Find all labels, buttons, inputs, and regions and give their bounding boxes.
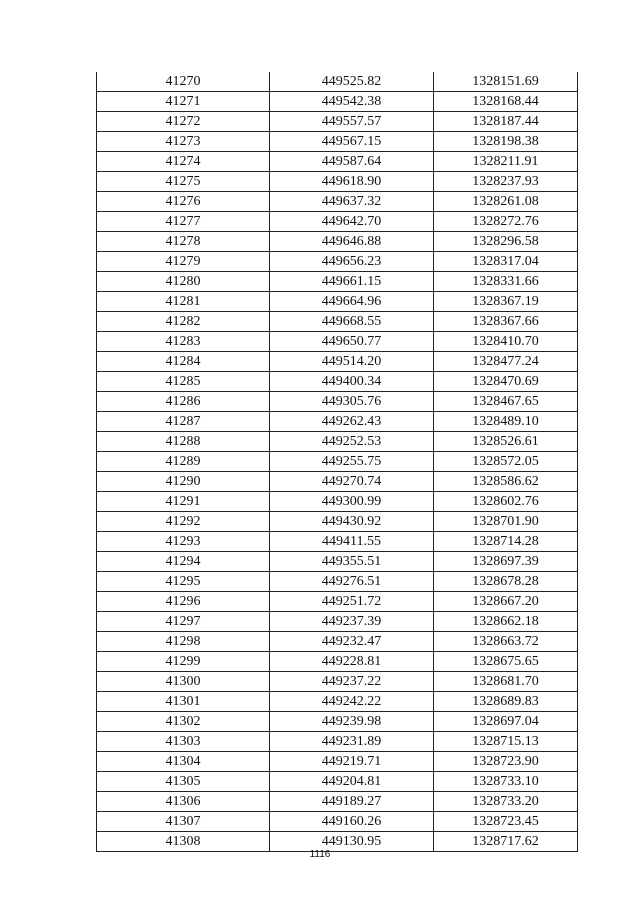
x-coordinate-cell: 449189.27	[270, 792, 434, 812]
x-coordinate-cell: 449204.81	[270, 772, 434, 792]
point-id-cell: 41306	[97, 792, 270, 812]
point-id-cell: 41288	[97, 432, 270, 452]
y-coordinate-cell: 1328572.05	[434, 452, 578, 472]
table-row	[97, 132, 578, 152]
table-row	[97, 412, 578, 432]
table-row	[97, 112, 578, 132]
point-id-cell: 41294	[97, 552, 270, 572]
point-id-cell: 41290	[97, 472, 270, 492]
y-coordinate-cell: 1328470.69	[434, 372, 578, 392]
point-id-cell: 41307	[97, 812, 270, 832]
y-coordinate-cell: 1328272.76	[434, 212, 578, 232]
x-coordinate-cell: 449525.82	[270, 72, 434, 92]
table-row	[97, 672, 578, 692]
point-id-cell: 41280	[97, 272, 270, 292]
y-coordinate-cell: 1328723.90	[434, 752, 578, 772]
x-coordinate-cell: 449355.51	[270, 552, 434, 572]
x-coordinate-cell: 449642.70	[270, 212, 434, 232]
y-coordinate-cell: 1328717.62	[434, 832, 578, 852]
table-row	[97, 272, 578, 292]
table-row	[97, 452, 578, 472]
y-coordinate-cell: 1328410.70	[434, 332, 578, 352]
table-row	[97, 172, 578, 192]
y-coordinate-cell: 1328526.61	[434, 432, 578, 452]
point-id-cell: 41282	[97, 312, 270, 332]
y-coordinate-cell: 1328489.10	[434, 412, 578, 432]
x-coordinate-cell: 449668.55	[270, 312, 434, 332]
x-coordinate-cell: 449231.89	[270, 732, 434, 752]
table-row	[97, 552, 578, 572]
x-coordinate-cell: 449661.15	[270, 272, 434, 292]
y-coordinate-cell: 1328296.58	[434, 232, 578, 252]
y-coordinate-cell: 1328367.66	[434, 312, 578, 332]
table-row	[97, 92, 578, 112]
x-coordinate-cell: 449228.81	[270, 652, 434, 672]
table-row	[97, 572, 578, 592]
y-coordinate-cell: 1328586.62	[434, 472, 578, 492]
x-coordinate-cell: 449430.92	[270, 512, 434, 532]
y-coordinate-cell: 1328697.39	[434, 552, 578, 572]
table-row	[97, 512, 578, 532]
y-coordinate-cell: 1328667.20	[434, 592, 578, 612]
page-number: 1116	[309, 849, 331, 860]
y-coordinate-cell: 1328715.13	[434, 732, 578, 752]
point-id-cell: 41289	[97, 452, 270, 472]
coordinate-table	[96, 72, 578, 852]
point-id-cell: 41299	[97, 652, 270, 672]
x-coordinate-cell: 449239.98	[270, 712, 434, 732]
point-id-cell: 41287	[97, 412, 270, 432]
y-coordinate-cell: 1328689.83	[434, 692, 578, 712]
point-id-cell: 41277	[97, 212, 270, 232]
table-row	[97, 192, 578, 212]
table-row	[97, 392, 578, 412]
x-coordinate-cell: 449587.64	[270, 152, 434, 172]
table-row	[97, 812, 578, 832]
x-coordinate-cell: 449237.39	[270, 612, 434, 632]
table-row	[97, 232, 578, 252]
x-coordinate-cell: 449237.22	[270, 672, 434, 692]
y-coordinate-cell: 1328467.65	[434, 392, 578, 412]
point-id-cell: 41296	[97, 592, 270, 612]
point-id-cell: 41291	[97, 492, 270, 512]
x-coordinate-cell: 449270.74	[270, 472, 434, 492]
x-coordinate-cell: 449411.55	[270, 532, 434, 552]
table-row	[97, 472, 578, 492]
y-coordinate-cell: 1328723.45	[434, 812, 578, 832]
table-row	[97, 752, 578, 772]
x-coordinate-cell: 449130.95	[270, 832, 434, 852]
table-row	[97, 312, 578, 332]
table-row	[97, 352, 578, 372]
x-coordinate-cell: 449646.88	[270, 232, 434, 252]
point-id-cell: 41275	[97, 172, 270, 192]
y-coordinate-cell: 1328331.66	[434, 272, 578, 292]
y-coordinate-cell: 1328211.91	[434, 152, 578, 172]
point-id-cell: 41305	[97, 772, 270, 792]
x-coordinate-cell: 449232.47	[270, 632, 434, 652]
y-coordinate-cell: 1328697.04	[434, 712, 578, 732]
y-coordinate-cell: 1328187.44	[434, 112, 578, 132]
y-coordinate-cell: 1328261.08	[434, 192, 578, 212]
point-id-cell: 41284	[97, 352, 270, 372]
point-id-cell: 41300	[97, 672, 270, 692]
y-coordinate-cell: 1328733.10	[434, 772, 578, 792]
table-row	[97, 292, 578, 312]
y-coordinate-cell: 1328675.65	[434, 652, 578, 672]
table-row	[97, 152, 578, 172]
point-id-cell: 41281	[97, 292, 270, 312]
table-row	[97, 632, 578, 652]
point-id-cell: 41279	[97, 252, 270, 272]
x-coordinate-cell: 449300.99	[270, 492, 434, 512]
x-coordinate-cell: 449650.77	[270, 332, 434, 352]
x-coordinate-cell: 449255.75	[270, 452, 434, 472]
coordinate-table-body	[97, 72, 578, 852]
point-id-cell: 41272	[97, 112, 270, 132]
point-id-cell: 41304	[97, 752, 270, 772]
point-id-cell: 41283	[97, 332, 270, 352]
point-id-cell: 41293	[97, 532, 270, 552]
x-coordinate-cell: 449262.43	[270, 412, 434, 432]
y-coordinate-cell: 1328733.20	[434, 792, 578, 812]
x-coordinate-cell: 449252.53	[270, 432, 434, 452]
x-coordinate-cell: 449400.34	[270, 372, 434, 392]
point-id-cell: 41276	[97, 192, 270, 212]
table-row	[97, 332, 578, 352]
table-row	[97, 732, 578, 752]
y-coordinate-cell: 1328198.38	[434, 132, 578, 152]
y-coordinate-cell: 1328701.90	[434, 512, 578, 532]
x-coordinate-cell: 449557.57	[270, 112, 434, 132]
table-row	[97, 252, 578, 272]
y-coordinate-cell: 1328662.18	[434, 612, 578, 632]
point-id-cell: 41295	[97, 572, 270, 592]
table-row	[97, 72, 578, 92]
y-coordinate-cell: 1328714.28	[434, 532, 578, 552]
table-row	[97, 592, 578, 612]
x-coordinate-cell: 449637.32	[270, 192, 434, 212]
y-coordinate-cell: 1328678.28	[434, 572, 578, 592]
table-row	[97, 432, 578, 452]
x-coordinate-cell: 449219.71	[270, 752, 434, 772]
point-id-cell: 41285	[97, 372, 270, 392]
x-coordinate-cell: 449276.51	[270, 572, 434, 592]
y-coordinate-cell: 1328663.72	[434, 632, 578, 652]
point-id-cell: 41286	[97, 392, 270, 412]
x-coordinate-cell: 449656.23	[270, 252, 434, 272]
point-id-cell: 41303	[97, 732, 270, 752]
point-id-cell: 41270	[97, 72, 270, 92]
point-id-cell: 41301	[97, 692, 270, 712]
table-row	[97, 372, 578, 392]
table-row	[97, 532, 578, 552]
point-id-cell: 41308	[97, 832, 270, 852]
table-row	[97, 712, 578, 732]
x-coordinate-cell: 449664.96	[270, 292, 434, 312]
point-id-cell: 41278	[97, 232, 270, 252]
table-row	[97, 652, 578, 672]
point-id-cell: 41302	[97, 712, 270, 732]
point-id-cell: 41297	[97, 612, 270, 632]
table-row	[97, 772, 578, 792]
x-coordinate-cell: 449514.20	[270, 352, 434, 372]
y-coordinate-cell: 1328681.70	[434, 672, 578, 692]
y-coordinate-cell: 1328317.04	[434, 252, 578, 272]
y-coordinate-cell: 1328151.69	[434, 72, 578, 92]
y-coordinate-cell: 1328477.24	[434, 352, 578, 372]
table-row	[97, 692, 578, 712]
x-coordinate-cell: 449618.90	[270, 172, 434, 192]
x-coordinate-cell: 449567.15	[270, 132, 434, 152]
x-coordinate-cell: 449305.76	[270, 392, 434, 412]
point-id-cell: 41298	[97, 632, 270, 652]
x-coordinate-cell: 449242.22	[270, 692, 434, 712]
x-coordinate-cell: 449251.72	[270, 592, 434, 612]
point-id-cell: 41271	[97, 92, 270, 112]
table-row	[97, 212, 578, 232]
x-coordinate-cell: 449542.38	[270, 92, 434, 112]
x-coordinate-cell: 449160.26	[270, 812, 434, 832]
table-row	[97, 792, 578, 812]
point-id-cell: 41273	[97, 132, 270, 152]
table-row	[97, 492, 578, 512]
table-row	[97, 612, 578, 632]
point-id-cell: 41274	[97, 152, 270, 172]
y-coordinate-cell: 1328168.44	[434, 92, 578, 112]
y-coordinate-cell: 1328237.93	[434, 172, 578, 192]
y-coordinate-cell: 1328602.76	[434, 492, 578, 512]
y-coordinate-cell: 1328367.19	[434, 292, 578, 312]
point-id-cell: 41292	[97, 512, 270, 532]
